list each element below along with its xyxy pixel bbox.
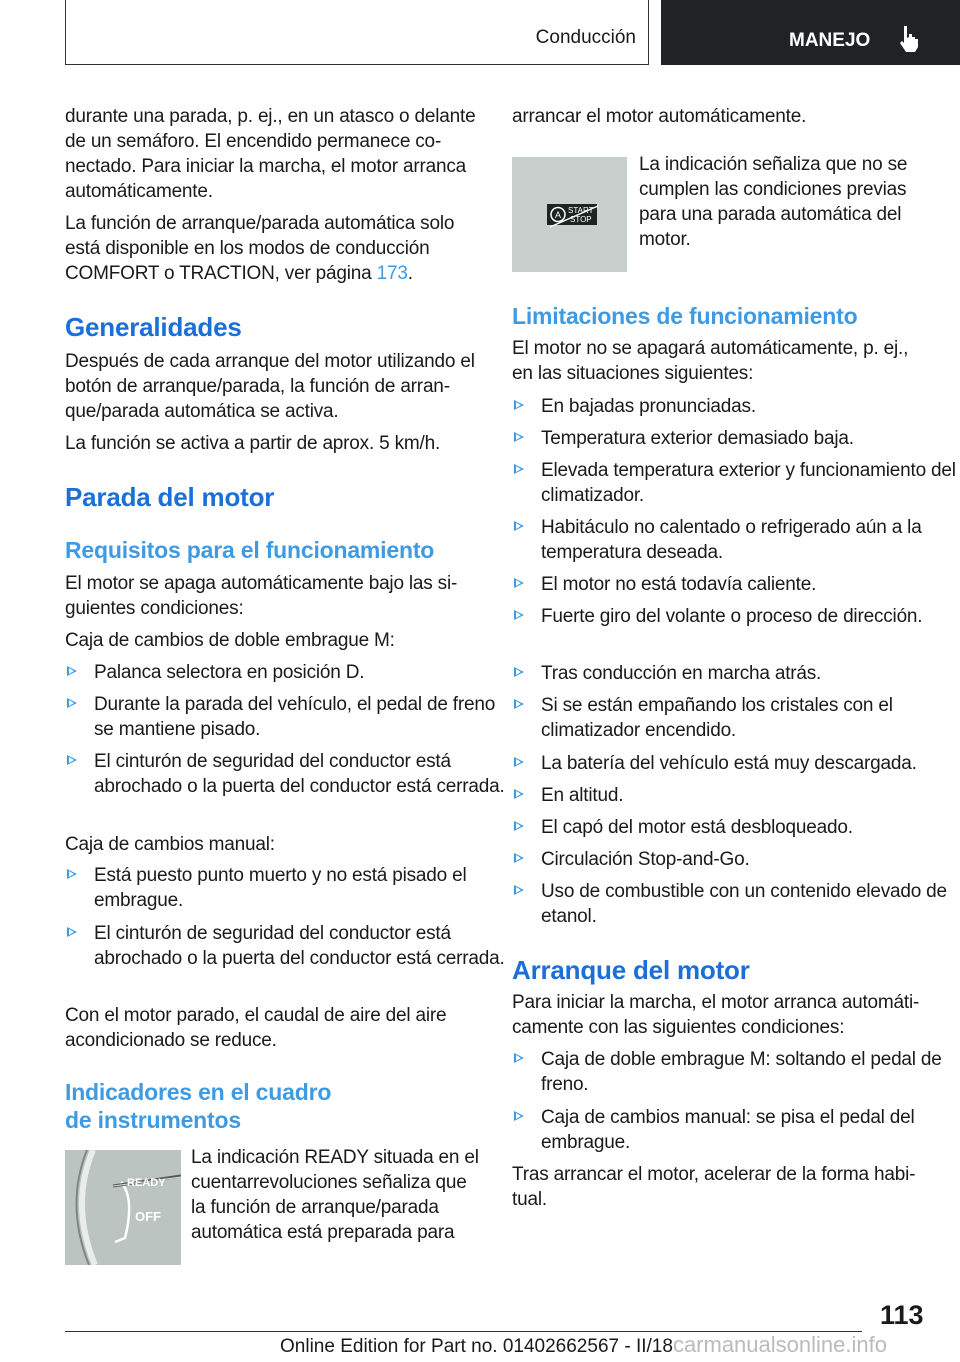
- list-item-text: Está puesto punto muerto y no está pisado el embrague.: [94, 865, 467, 911]
- header-section-box: [65, 0, 649, 65]
- paragraph: Con el motor parado, el caudal de aire del aire acondicionado se reduce.: [65, 1005, 447, 1051]
- bullet-triangle-icon: [514, 757, 524, 767]
- page-link[interactable]: 173: [376, 263, 408, 284]
- bullet-triangle-icon: [67, 698, 77, 708]
- bullet-triangle-icon: [67, 927, 77, 937]
- list-item-text: Si se están empañando los cristales con el climatizador encendido.: [541, 695, 893, 741]
- list-item-text: Fuerte giro del volante o proceso de dirección.: [541, 606, 923, 627]
- bullet-triangle-icon: [514, 699, 524, 709]
- tachometer-graphic: [65, 1150, 181, 1265]
- paragraph: La indicación señaliza que no se cumplen las condiciones previas para una parada automática del motor.: [639, 154, 908, 250]
- list-item: [512, 426, 960, 451]
- bullet-triangle-icon: [514, 821, 524, 831]
- bullet-triangle-icon: [514, 521, 524, 531]
- list-item: [512, 394, 960, 419]
- watermark: carmanualsonline.info: [672, 1332, 887, 1357]
- heading-generalidades: Generalidades: [65, 312, 242, 342]
- paragraph: Caja de cambios de doble embrague M:: [65, 630, 395, 651]
- ready-indicator-image: [65, 1150, 181, 1265]
- list-item-text: Palanca selectora en posición D.: [94, 662, 365, 683]
- section-title: Conducción: [535, 27, 636, 48]
- text: La función de arranque/parada automática solo está disponible en los modos de conducción COMFORT o TRACTION, ver página: [65, 213, 455, 284]
- list-item: [65, 660, 514, 685]
- list-item-text: Caja de cambios manual: se pisa el pedal del embrague.: [541, 1107, 915, 1153]
- bullet-triangle-icon: [67, 666, 77, 676]
- start-stop-indicator-image: [512, 157, 627, 272]
- start-label: START: [568, 206, 594, 215]
- list-item: [512, 693, 960, 743]
- svg-text:A: A: [555, 210, 562, 220]
- list-item-text: Habitáculo no calentado o refrigerado aún a la temperatura deseada.: [541, 517, 922, 563]
- paragraph: [65, 211, 485, 286]
- list-item: [512, 783, 960, 808]
- list-item-text: Elevada temperatura exterior y funcionamiento del climatizador.: [541, 460, 956, 506]
- list-item-text: El cinturón de seguridad del conductor está abrochado o la puerta del conductor está cerrada.: [94, 923, 505, 969]
- heading-requisitos: Requisitos para el funcionamiento: [65, 537, 435, 563]
- list-item: [512, 1105, 960, 1155]
- list-item: [512, 661, 960, 686]
- bullet-triangle-icon: [514, 789, 524, 799]
- paragraph: El motor se apaga automáticamente bajo las siguientes condiciones:: [65, 573, 458, 619]
- off-label: OFF: [135, 1209, 161, 1224]
- paragraph: El motor no se apagará automáticamente, p. ej., en las situaciones siguientes:: [512, 338, 909, 384]
- list-item: [512, 879, 960, 929]
- bullet-triangle-icon: [514, 610, 524, 620]
- paragraph: Caja de cambios manual:: [65, 834, 275, 855]
- list-item: [512, 1047, 960, 1097]
- auto-start-stop-off-icon: [512, 157, 627, 272]
- list-item: [512, 604, 960, 629]
- paragraph: Para iniciar la marcha, el motor arranca automáticamente con las siguientes condiciones:: [512, 992, 920, 1038]
- header-chapter-box: [661, 0, 960, 65]
- list-item: [512, 847, 960, 872]
- list-item-text: La batería del vehículo está muy descargada.: [541, 753, 917, 774]
- heading-line: de instrumentos: [65, 1107, 241, 1133]
- paragraph: durante una parada, p. ej., en un atasco o delante de un semáforo. El encendido permanece conectado. Para iniciar la marcha, el motor arranca automáticamente.: [65, 106, 476, 202]
- heading-line: Indicadores en el cuadro: [65, 1079, 332, 1105]
- list-item: [65, 863, 514, 913]
- bullet-triangle-icon: [514, 400, 524, 410]
- stop-label: STOP: [570, 215, 592, 224]
- list-item-text: El cinturón de seguridad del conductor está abrochado o la puerta del conductor está cerrada.: [94, 751, 505, 797]
- bullet-triangle-icon: [514, 578, 524, 588]
- list-item-text: Durante la parada del vehículo, el pedal de freno se mantiene pisado.: [94, 694, 496, 740]
- edition-text: Online Edition for Part no. 01402662567 - II/18: [280, 1336, 673, 1357]
- list-item: [512, 515, 960, 565]
- paragraph: La función se activa a partir de aprox. 5 km/h.: [65, 433, 441, 454]
- bullet-triangle-icon: [514, 464, 524, 474]
- list-item: [65, 692, 514, 742]
- heading-arranque: Arranque del motor: [512, 955, 750, 985]
- ready-label: READY: [127, 1177, 166, 1189]
- list-item-text: Tras conducción en marcha atrás.: [541, 663, 822, 684]
- heading-indicadores: [65, 1078, 485, 1134]
- page-number: 113: [880, 1300, 924, 1330]
- bullet-triangle-icon: [514, 1053, 524, 1063]
- list-item: [512, 458, 960, 508]
- list-item-text: El capó del motor está desbloqueado.: [541, 817, 853, 838]
- heading-parada: Parada del motor: [65, 482, 275, 512]
- bullet-triangle-icon: [514, 667, 524, 677]
- bullet-triangle-icon: [514, 432, 524, 442]
- bullet-triangle-icon: [67, 869, 77, 879]
- footer: [280, 1332, 887, 1358]
- list-item: [65, 921, 514, 971]
- text: .: [407, 263, 413, 284]
- bullet-triangle-icon: [67, 755, 77, 765]
- pointing-hand-icon: [897, 24, 921, 52]
- list-item: [65, 749, 514, 799]
- list-item-text: En bajadas pronunciadas.: [541, 396, 756, 417]
- list-item-text: El motor no está todavía caliente.: [541, 574, 817, 595]
- paragraph: Tras arrancar el motor, acelerar de la forma habitual.: [512, 1164, 916, 1210]
- list-item-text: Circulación Stop-and-Go.: [541, 849, 750, 870]
- bullet-triangle-icon: [514, 885, 524, 895]
- list-item-text: Temperatura exterior demasiado baja.: [541, 428, 854, 449]
- list-item: [512, 815, 960, 840]
- heading-limitaciones: Limitaciones de funcionamiento: [512, 303, 858, 329]
- paragraph: arrancar el motor automáticamente.: [512, 106, 807, 127]
- list-item-text: Caja de doble embrague M: soltando el pedal de freno.: [541, 1049, 942, 1095]
- list-item-text: Uso de combustible con un contenido elevado de etanol.: [541, 881, 947, 927]
- chapter-title: MANEJO: [789, 30, 871, 51]
- bullet-triangle-icon: [514, 853, 524, 863]
- paragraph: La indicación READY situada en el cuentarrevoluciones señaliza que la función de arranque/parada automática está preparada para: [191, 1147, 479, 1243]
- list-item: [512, 751, 960, 776]
- paragraph: Después de cada arranque del motor utilizando el botón de arranque/parada, la función de arranque/parada automática se activa.: [65, 351, 475, 422]
- bullet-triangle-icon: [514, 1111, 524, 1121]
- list-item: [512, 572, 960, 597]
- list-item-text: En altitud.: [541, 785, 624, 806]
